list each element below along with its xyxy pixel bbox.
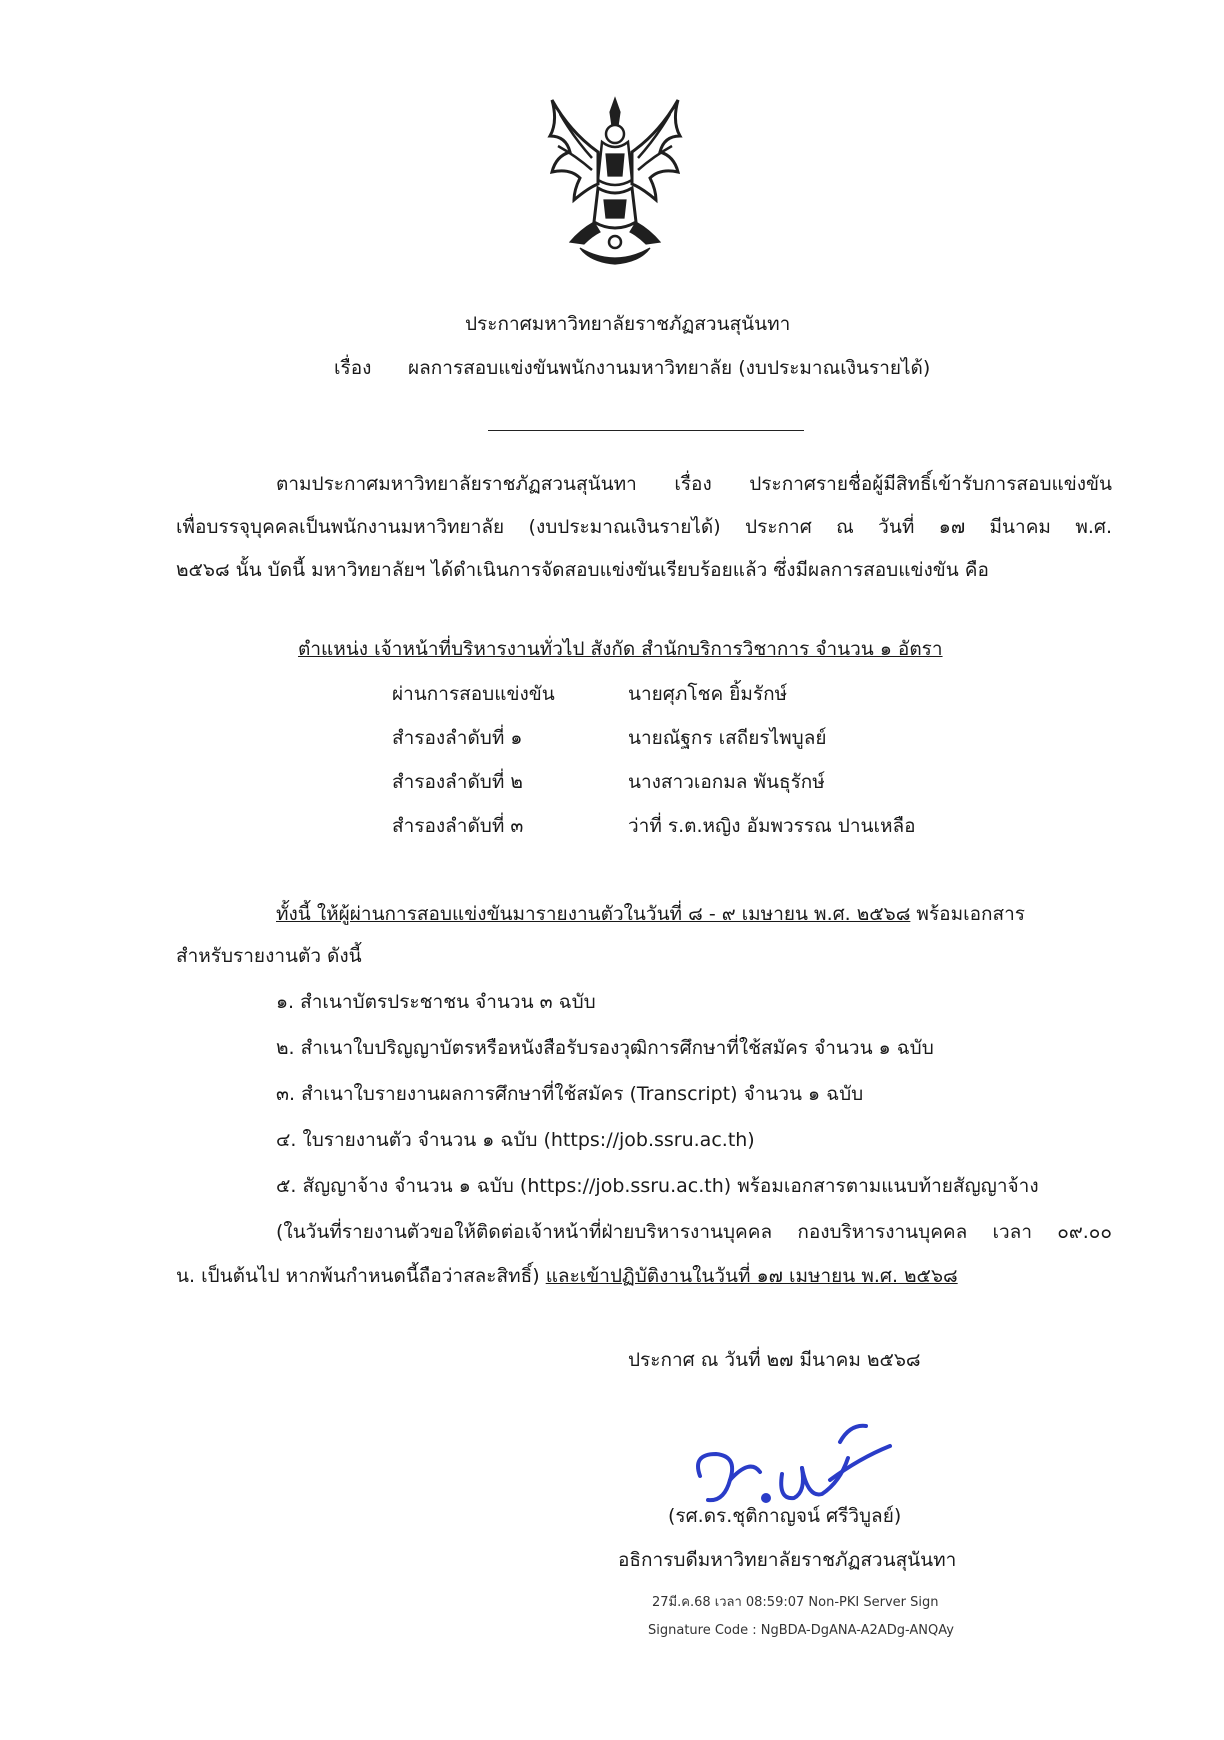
document-item: ๑. สำเนาบัตรประชาชน จำนวน ๓ ฉบับ bbox=[276, 991, 596, 1013]
document-item: ๓. สำเนาใบรายงานผลการศึกษาที่ใช้สมัคร (Transcript) จำนวน ๑ ฉบับ bbox=[276, 1083, 864, 1105]
garuda-emblem-icon bbox=[540, 92, 690, 272]
document-item: ๒. สำเนาใบปริญญาบัตรหรือหนังสือรับรองวุฒิการศึกษาที่ใช้สมัคร จำนวน ๑ ฉบับ bbox=[276, 1037, 934, 1059]
subject-text: ผลการสอบแข่งขันพนักงานมหาวิทยาลัย (งบประมาณเงินรายได้) bbox=[408, 357, 931, 379]
subject-label: เรื่อง bbox=[334, 357, 372, 379]
document-item: ๕. สัญญาจ้าง จำนวน ๑ ฉบับ (https://job.ssru.ac.th) พร้อมเอกสารตามแนบท้ายสัญญาจ้าง bbox=[276, 1175, 1039, 1197]
note-underlined: และเข้าปฏิบัติงานในวันที่ ๑๗ เมษายน พ.ศ. ๒๕๖๘ bbox=[545, 1265, 958, 1287]
signature-code: Signature Code : NgBDA-DgANA-A2ADg-ANQAy bbox=[648, 1623, 954, 1638]
result-label: สำรองลำดับที่ ๒ bbox=[392, 771, 523, 793]
header-divider bbox=[488, 430, 804, 431]
intro-line-2: เพื่อบรรจุบุคคลเป็นพนักงานมหาวิทยาลัย (งบประมาณเงินรายได้) ประกาศ ณ วันที่ ๑๗ มีนาคม พ.ศ. bbox=[176, 516, 1112, 538]
result-label: ผ่านการสอบแข่งขัน bbox=[392, 683, 555, 705]
signer-title: อธิการบดีมหาวิทยาลัยราชภัฏสวนสุนันทา bbox=[618, 1549, 957, 1571]
report-dates-underlined: ทั้งนี้ ให้ผู้ผ่านการสอบแข่งขันมารายงานตัวในวันที่ ๘ - ๙ เมษายน พ.ศ. ๒๕๖๘ bbox=[276, 903, 911, 925]
document-item: ๔. ใบรายงานตัว จำนวน ๑ ฉบับ (https://job.ssru.ac.th) bbox=[276, 1129, 755, 1151]
sign-timestamp: 27มี.ค.68 เวลา 08:59:07 Non-PKI Server Sign bbox=[652, 1595, 939, 1610]
report-rest: พร้อมเอกสาร bbox=[916, 903, 1025, 925]
result-name: นายศุภโชค ยิ้มรักษ์ bbox=[628, 683, 788, 705]
result-name: นายณัฐกร เสถียรไพบูลย์ bbox=[628, 727, 827, 749]
announcement-date: ประกาศ ณ วันที่ ๒๗ มีนาคม ๒๕๖๘ bbox=[628, 1349, 921, 1371]
report-line-2: สำหรับรายงานตัว ดังนี้ bbox=[176, 945, 362, 967]
result-name: นางสาวเอกมล พันธุรักษ์ bbox=[628, 771, 825, 793]
intro-line-1: ตามประกาศมหาวิทยาลัยราชภัฏสวนสุนันทา เรื่อง ประกาศรายชื่อผู้มีสิทธิ์เข้ารับการสอบแข่งขัน bbox=[276, 473, 1112, 495]
note-plain: น. เป็นต้นไป หากพ้นกำหนดนี้ถือว่าสละสิทธิ์) bbox=[176, 1265, 546, 1287]
announcement-title: ประกาศมหาวิทยาลัยราชภัฏสวนสุนันทา bbox=[465, 313, 791, 335]
result-label: สำรองลำดับที่ ๑ bbox=[392, 727, 523, 749]
result-name: ว่าที่ ร.ต.หญิง อัมพวรรณ ปานเหลือ bbox=[628, 815, 916, 837]
report-line-1 bbox=[276, 900, 1025, 928]
result-label: สำรองลำดับที่ ๓ bbox=[392, 815, 524, 837]
signer-name: (รศ.ดร.ชุติกาญจน์ ศรีวิบูลย์) bbox=[668, 1505, 902, 1527]
note-line-2 bbox=[176, 1262, 958, 1290]
intro-line-3: ๒๕๖๘ นั้น บัดนี้ มหาวิทยาลัยฯ ได้ดำเนินการจัดสอบแข่งขันเรียบร้อยแล้ว ซึ่งมีผลการสอบแข่งขัน คือ bbox=[176, 559, 989, 581]
position-heading: ตำแหน่ง เจ้าหน้าที่บริหารงานทั่วไป สังกัด สำนักบริการวิชาการ จำนวน ๑ อัตรา bbox=[298, 638, 943, 660]
note-line-1: (ในวันที่รายงานตัวขอให้ติดต่อเจ้าหน้าที่ฝ่ายบริหารงานบุคคล กองบริหารงานบุคคล เวลา ๐๙.๐๐ bbox=[276, 1221, 1112, 1243]
